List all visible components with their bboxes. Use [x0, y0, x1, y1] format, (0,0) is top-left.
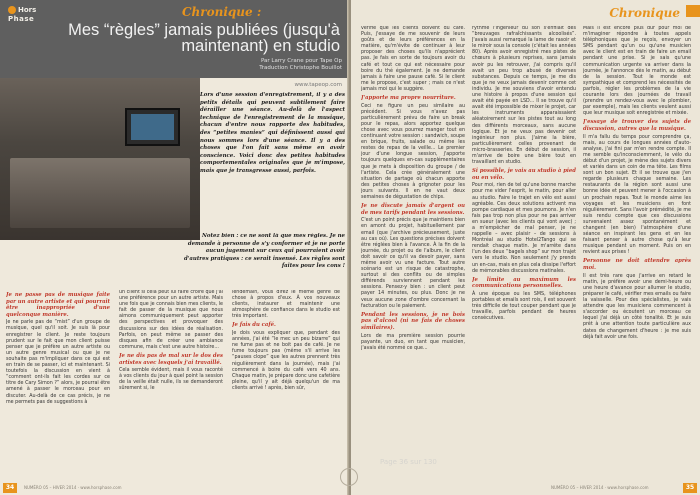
- rule-body: Ceci ne figure un peu similaire au précédent. Si vous n'avez pas particulièrement prévu de faire un break pour le repas, alors apportez quelque chose avec vous pourrez manger tout en continuant votre session : sandwich, soupe en brique, fruits, salade ou même les restes de repas de la veille... Le premier jour d'une longue session, j'apporte toujours quelques en-cas supplémentaires que je mets à disposition du groupe / de l'artiste. Cela crée généralement une situation de partage où chacun apporte des petites choses à grignoter pour les jours suivants. Il en ne vaut deux semaines de dégustation de chips.: [361, 103, 465, 201]
- column-2: [119, 290, 223, 478]
- author: Par Larry Crane pour Tape Op: [260, 58, 342, 64]
- article-title: Mes “règles” jamais publiées (jusqu'à maintenant) en studio: [68, 21, 340, 55]
- byline: [120, 58, 342, 72]
- section-label-right: Chronique: [609, 6, 680, 20]
- rule-heading: J'essaye de trouver des sujets de discussion, autres que la musique.: [583, 119, 691, 132]
- rule-heading: Pendant les sessions, je ne bois pas d'alcool (ni ne fais de choses similaires).: [361, 311, 465, 331]
- page-counter-watermark: Page 36 sur 130: [380, 458, 437, 466]
- rule-body: un client si cela peut lui faire croire que j'ai une préférence pour un autre artiste. Mais une fois que je connais bien mes clients, le fait de passer de la musique que nous aimons communiquement peut apporter des perspectives et provoquer des discussions sur des idées de réalisation. Parfois, on peut même se passer des disques afin de créer une ambiance commune, mais c'est une autre histoire...: [119, 290, 223, 350]
- source-website: www.tapeop.com: [294, 82, 342, 88]
- column-3: [232, 290, 340, 478]
- rule-body: Il est très rare que j'arrive en retard le matin, je préfère avoir une demi-heure ou une heure d'avance pour allumer le studio, préparer le café, vérifier mes emails ou faire la vaisselle. Pour des spécialistes, je vais attendre que les musiciens commencent à s'accorder ou écoutent un morceau ce lequel j'ai déjà un côté tonalité. Et je suis prêt à une attention toute particulière aux dates de changement d'heure : je me suis déjà fait avoir une fois.: [583, 273, 691, 340]
- column-5: [472, 26, 576, 478]
- rule-body: vérifié que les clients boivent du café. Puis, j'essaye de me souvenir de leurs goûts et de leurs préférences en la matière, qu'm'évite de continuer à leur proposer des choses qu'ils n'apprécient pas. Je fais en sorte de toujours avoir du café et tout ce qui est nécessaire pour boire du thé également. Je ne demande jamais à faire une pause café. Si le client me le propose, c'est super ; mais ce n'est jamais moi qui le suggère.: [361, 26, 465, 92]
- mixing-desk-shape: [10, 158, 190, 228]
- column-6: [583, 26, 691, 478]
- rule-body: Cela semble évident, mais il vous raconté à vos clients du jour à quel point la session de la veille était nulle, ils se demanderont sûrement si, le: [119, 368, 223, 392]
- left-page: [0, 0, 349, 495]
- rule-body: rythme l'ingénieur du son s'enfilait des “breuvages rafraîchissants alcoolisés”. J'avais aussi remarqué la lame de rasoir et le miroir sous la console (c'était les années 80). Après avoir enregistré mes pistes de chœurs à plusieurs reprises, sans jamais avoir pu les retrouver, j'ai compris qu'il avait un peu trop abusé de diverses substances. Depuis ce temps, je me dis que je ne veux jamais devenir comme cet individu. Je me souviens d'avoir entendu une histoire à propos d'une session qui avait été payée en LSD... Il se trouve qu'il avait été impossible de mixer le projet, car les instruments apparaissaient aléatoirement sur les pistes tout au long des différents morceaux, sans aucune logique. Et je ne veux pas devenir cet ingénieur non plus. J'aime la bière, particulièrement celles provenant de micro-brasseries. En début de session, il m'arrive de boire une bière tout en travaillant en studio.: [472, 26, 576, 166]
- studio-photo: [0, 78, 200, 240]
- column-1: [6, 290, 110, 478]
- column-4: [361, 26, 465, 478]
- rule-body: lendemain, vous direz le même genre de chose à propos d'eux. À vos nouveaux clients, instaurer et maintenir une atmosphère de confiance dans le studio est très important.: [232, 290, 340, 320]
- intro-paragraph: Lors d'une session d'enregistrement, il y a des petits détails qui peuvent subtilement faire dérailler une séance. Au-delà de l'aspect technique de l'enregistrement de la musique, chacun d'entre nous rapporte des habitudes, des “petites manies” qui définissent aussi qui nous sommes lors d'une séance. Il y a des choses que l'on fait sans même en avoir conscience. Voici donc des petites habitudes comportementales originales que je m'impose, mais que je transgresse aussi, parfois.: [200, 92, 345, 174]
- logo-hors: Hors: [8, 6, 36, 14]
- rule-body: Lors de ma première session pourrie payante, un duo, en tant que musicien, j'avais été nommé ce que...: [361, 333, 465, 351]
- rule-heading: Je fais du café.: [232, 322, 276, 329]
- rule-heading: Personne ne doit attendre après moi.: [583, 258, 691, 272]
- intro-note: Notez bien : ce ne sont là que mes règles. Je ne demande à personne de s'y conformer et je ne porte aucun jugement sur ceux qui pourraient avoir d'autres pratiques : ce serait insensé. Les règles sont faites pour les cons !: [183, 233, 345, 270]
- footer-right: NUMÉRO 05 – HIVER 2014 · www.horsphase.com: [551, 485, 649, 490]
- rule-body: Il m'a fallu du temps pour comprendre ça, mais, au cours de longues années d'auto-analyse, j'ai fini par m'en rendre compte. Il me semble qu'inconsciemment, le vélo du début d'un projet, je mène des sujets divers et variés dans un coin de ma tête. Les films sont un bon sujet. Et il se trouve que j'en regarde plusieurs chaque semaine. Les restaurants de la région sont aussi une bonne idée et peuvent mener à l'occasion à un prochain repas. Tout le monde aime les voyages et les musiciens en font régulièrement. Sans l'avoir prémédité, je me suis rendu compte que ces discussions survenaient assez spontanément et changent (en bien) l'atmosphère d'une séance en inspirant les gens et en les faisant penser à autre chose qu'à leur musique pendant un moment. Puis on en revient aux prises !: [583, 134, 691, 256]
- section-bar: [686, 5, 700, 17]
- rule-heading: Je ne dis pas de mal sur le dos des artistes avec lesquels j'ai travaillé.: [119, 352, 223, 366]
- rule-heading: J'apporte ma propre nourriture.: [361, 95, 456, 102]
- rule-heading: Si possible, je vais au studio à pied ou en vélo.: [472, 168, 576, 181]
- page-number-left: 34: [3, 483, 17, 493]
- rule-heading: Je ne discute jamais d'argent ou de mes tarifs pendant les sessions.: [361, 203, 465, 216]
- rule-heading: Je limite au maximum les communications personnelles.: [472, 276, 576, 290]
- rule-body: Je ne parle pas de “mist” d'un groupe de musique, quel qu'il soit. Je suis là pour enregistrer le client. Je reste toujours prudent sur le fait que mon client puisse penser que je préfère un autre artiste ou un autre genre musical ou que je ne souhaite pas m'impliquer dans ce qui est en train de se passer, ici et maintenant. Si toutefois la discussion en vient à “comment ont-ils fait les cordes sur ce titre de Cary Simon ?” alors, je pourrai être amené à passer le morceau pour en discuter. Au-delà de ce cas précis, je ne me permets pas de suggestions à: [6, 320, 110, 405]
- rule-heading: Je ne passe pas de musique faite par un autre artiste et qui pourrait être inappropriée d'une quelconque manière.: [6, 292, 110, 318]
- section-label: Chronique :: [182, 5, 262, 19]
- logo-phase: Phase: [8, 15, 35, 23]
- rule-body: Pour moi, rien de tel qu'une bonne marche pour me vider l'esprit, le matin, pour aller au studio. Faire le trajet en vélo est aussi agréable. Ces deux solutions activent ma pompe cardiaque et mes poumons. Je n'en fais pas trop non plus pour ne pas arriver en sueur (avec les clients qui vont avec) ; a m'empêcher de mal penser, je ne rappelle – avec plaisir – de sessions à Montréal au studio Hotel2Tango qui se rendait chaque matin. Je m'arrête dans l'un des deux “bagels shop” sur mon trajet vers le studio. Non seulement j'y prends un en-cas, mais en plus cela dissipe l'effort de mémorables discussions matinales.: [472, 183, 576, 274]
- monitor-shape: [125, 108, 180, 146]
- rule-body: Mais il est encore plus dur pour moi de m'imaginer répondre à toutes appels téléphoniques que je reçois, envoyer un SMS pendant qu'un ou qu'une musicien avec le client est en train de faire un email pendant une prise. Si je sais qu'une communication urgente va arriver dans la journée, je l'annonce dès le matin, au début de la session. Tout le monde est sympathique et comprend les nécessités de parfois, régler les problèmes de la vie courante lors des journées de travail (prendre un rendez-vous avec le plombier, par exemple), mais les clients veulent aussi que leur musique soit enregistrée et mixée.: [583, 26, 691, 117]
- translator: Traduction Christophe Bouillot: [259, 65, 342, 71]
- page-number-right: 35: [683, 483, 697, 493]
- logo-dot-icon: [8, 6, 16, 14]
- right-page: [351, 0, 700, 495]
- page-turn-circle-icon[interactable]: [340, 468, 358, 486]
- rule-body: C'est un point précis que je maintiens bien en amont du projet, habituellement par email (que j'archive précieusement, juste au cas où). Les questions précises doivent être réglées bien à l'avance. À la fin de la journée, du projet ou de l'album, le client doit savoir ce qu'il va devoir payer, sans même avoir vu une facture. Tout autre scénario est un risque de catastrophe, surtout si des conflits ou de simples différends surviennent pendant les sessions. Pensez-y bien : un client peut payer 14 minutes, ou plus. Donc je ne veux aucune zone d'ombre concernant la facturation ou le paiement.: [361, 218, 465, 309]
- rule-body: À une époque ou les SMS, téléphones portables et emails sont rois, il est souvent très difficile de tout couper pendant que je travaille, parfois pendant de heures consécutives.: [472, 291, 576, 322]
- rule-body: Je dois vous expliquer que, pendant des années, j'ai été “le mec un peu bizarre” qui ne fume pas et ne boit pas de café. Je ne fume toujours pas (même s'il arrive les “pauses clope” que les autres prennent très régulièrement dans la journée), mais j'ai commencé à boire du café vers 40 ans. Chaque matin, je prépare donc une cafetière pleine, qu'il y ait déjà quelqu'un de ma clients arrivé ! après, bien sûr,: [232, 331, 340, 391]
- footer-left: NUMÉRO 05 – HIVER 2014 · www.horsphase.com: [24, 485, 122, 490]
